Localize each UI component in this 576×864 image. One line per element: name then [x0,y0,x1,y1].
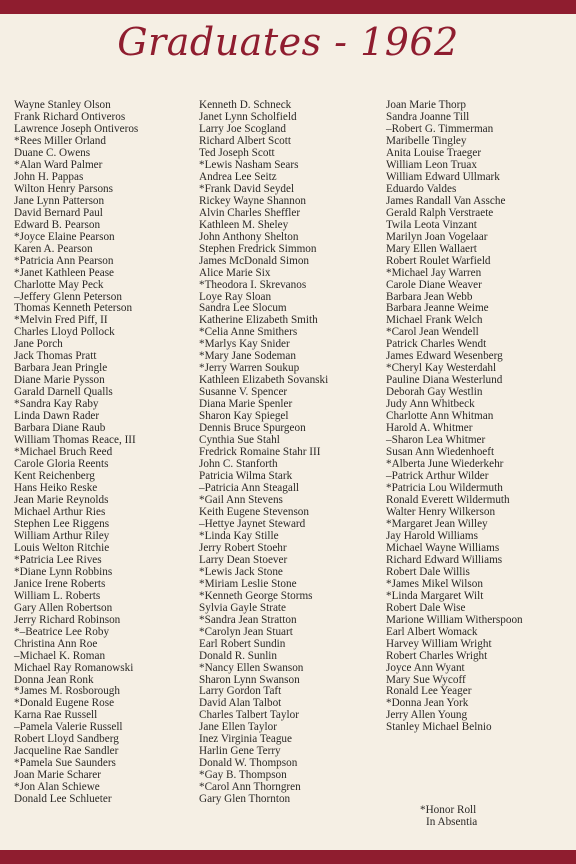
graduate-name: *Gay B. Thompson [199,769,287,782]
graduate-name: Pauline Diana Westerlund [386,374,503,387]
graduate-name: *Lewis Jack Stone [199,565,283,578]
graduate-name: Twila Leota Vinzant [386,218,477,231]
graduate-name: Kent Reichenberg [14,470,95,483]
graduate-name: David Alan Talbot [199,697,282,710]
graduate-name: Richard Edward Williams [386,553,503,566]
graduate-name: Robert Dale Willis [386,565,470,578]
graduate-name: *Linda Margaret Wilt [386,589,484,602]
graduate-name: Patrick Charles Wendt [386,338,487,351]
graduate-name: Charles Talbert Taylor [199,709,299,722]
graduate-name: *Pamela Sue Saunders [14,757,116,770]
graduate-name: Donald Lee Schlueter [14,793,112,806]
graduate-name: Mary Sue Wycoff [386,673,466,686]
graduate-name: *James M. Rosborough [14,685,120,698]
graduate-name: Carole Diane Weaver [386,278,482,291]
graduate-name: Carole Gloria Reents [14,458,109,471]
graduate-name: Charlotte May Peck [14,278,104,291]
graduate-name: Joan Marie Scharer [14,769,101,782]
graduate-name: *Donald Eugene Rose [14,697,115,710]
page-title: Graduates - 1962 [117,20,459,64]
graduate-name: Sylvia Gayle Strate [199,601,286,614]
graduate-name: Michael Wayne Williams [386,541,500,554]
graduate-name: *Nancy Ellen Swanson [199,661,304,674]
graduate-name: Inez Virginia Teague [199,733,292,746]
graduate-name: *Kenneth George Storms [199,589,313,602]
graduate-name: Jean Marie Reynolds [14,493,109,506]
graduate-name: *Marlys Kay Snider [199,338,290,351]
top-border [0,0,576,14]
graduate-name: Dennis Bruce Spurgeon [199,422,306,435]
graduate-name: *Michael Bruch Reed [14,446,113,459]
graduate-name: *Margaret Jean Willey [386,517,488,530]
graduate-name: Katherine Elizabeth Smith [199,314,318,327]
graduate-name: –Hettye Jaynet Steward [199,517,306,530]
graduate-name: Barbara Jeanne Weime [386,302,489,315]
graduate-name: Alvin Charles Sheffler [199,206,301,219]
graduate-name: Kathleen Elizabeth Sovanski [199,374,329,387]
graduate-name: Christina Ann Roe [14,637,98,650]
graduate-name: Jay Harold Williams [386,529,478,542]
graduate-name: Jane Ellen Taylor [199,721,277,734]
graduate-name: *Patricia Ann Pearson [14,254,114,267]
graduate-name: William L. Roberts [14,589,101,602]
graduate-name: Joan Marie Thorp [386,99,466,111]
graduate-name: *Carolyn Jean Stuart [199,625,293,638]
graduate-name: Jane Lynn Patterson [14,194,105,207]
graduate-name: Ronald Everett Wildermuth [386,493,510,506]
graduate-name: Donald W. Thompson [199,757,298,770]
bottom-border [0,850,576,864]
graduate-name: Lawrence Joseph Ontiveros [14,122,139,135]
graduate-name: Donald R. Sunlin [199,649,278,662]
graduate-name: *Alberta June Wiederkehr [386,458,504,471]
graduate-name: Kenneth D. Schneck [199,99,292,111]
graduate-name: James McDonald Simon [199,254,310,267]
graduate-name: Robert Charles Wright [386,649,488,662]
graduate-name: Karna Rae Russell [14,709,98,722]
graduate-name: Joyce Ann Wyant [386,661,465,674]
graduate-name: Earl Robert Sundin [199,637,286,650]
graduate-name: *Patricia Lee Rives [14,553,102,566]
graduate-name: Gary Glen Thornton [199,793,291,806]
graduate-name: *Linda Kay Stille [199,529,279,542]
graduate-name: Eduardo Valdes [386,182,457,195]
graduate-name: James Edward Wesenberg [386,350,503,363]
graduate-name: Janice Irene Roberts [14,577,106,590]
graduate-name: Janet Lynn Scholfield [199,110,297,123]
graduate-name: Linda Dawn Rader [14,410,100,423]
graduate-name: Stephen Fredrick Simmon [199,242,317,255]
graduate-name: Michael Arthur Ries [14,505,106,518]
graduate-name: Susanne V. Spencer [199,386,288,399]
graduate-name: Sandra Joanne Till [386,110,470,123]
graduate-name: Thomas Kenneth Peterson [14,302,133,315]
graduate-name: *Carol Ann Thorngren [199,781,301,794]
graduate-name: *Diane Lynn Robbins [14,565,113,578]
legend [420,804,477,828]
graduate-name: John H. Pappas [14,170,84,183]
graduate-name: Duane C. Owens [14,146,91,159]
graduate-name: Robert Roulet Warfield [386,254,491,267]
graduate-name: *Mary Jane Sodeman [199,350,296,363]
graduate-name: Frank Richard Ontiveros [14,110,126,123]
graduate-name: Harlin Gene Terry [199,745,281,758]
graduate-name: –Sharon Lea Whitmer [386,434,486,447]
graduate-name: James Randall Van Assche [386,194,506,207]
graduate-name: *Michael Jay Warren [386,266,482,279]
graduate-name: *Jon Alan Schiewe [14,781,100,794]
graduate-name: Wayne Stanley Olson [14,99,111,111]
graduate-name: Donna Jean Ronk [14,673,94,686]
graduate-name: *–Beatrice Lee Roby [14,625,110,638]
graduate-name: Michael Ray Romanowski [14,661,134,674]
graduate-name: *Miriam Leslie Stone [199,577,297,590]
graduate-name: Marione William Witherspoon [386,613,523,626]
graduate-name: Jack Thomas Pratt [14,350,97,363]
honor-roll-note: *Honor Roll [420,804,477,816]
graduate-name: Garald Darnell Qualls [14,386,113,399]
graduate-name: Sharon Lynn Swanson [199,673,300,686]
graduate-name: Cynthia Sue Stahl [199,434,280,447]
graduate-name: Jacqueline Rae Sandler [14,745,119,758]
graduate-name: Patricia Wilma Stark [199,470,293,483]
graduate-name: *Sandra Kay Raby [14,398,99,411]
graduate-name: Charles Lloyd Pollock [14,326,115,339]
graduate-name: *Alan Ward Palmer [14,158,103,171]
graduate-name: Barbara Jean Pringle [14,362,108,375]
graduate-name: Wilton Henry Parsons [14,182,113,195]
graduate-name: William Arthur Riley [14,529,110,542]
graduate-name: Jane Porch [14,338,63,351]
graduate-name: Gary Allen Robertson [14,601,113,614]
graduate-name: *Theodora I. Skrevanos [199,278,307,291]
graduate-name: –Robert G. Timmerman [386,122,494,135]
graduate-name: *Carol Jean Wendell [386,326,479,339]
graduate-name: *Frank David Seydel [199,182,295,195]
graduate-column-2 [199,100,328,806]
graduate-name: Stephen Lee Riggens [14,517,110,530]
graduate-name: Richard Albert Scott [199,134,291,147]
graduate-name: Sandra Lee Slocum [199,302,287,315]
graduate-name: Jerry Allen Young [386,709,468,722]
graduate-name: David Bernard Paul [14,206,103,219]
graduate-name: Larry Dean Stoever [199,553,288,566]
graduate-column-1 [14,100,138,806]
graduate-name: Barbara Jean Webb [386,290,473,303]
graduate-name: *Melvin Fred Piff, II [14,314,108,327]
graduate-name: Edward B. Pearson [14,218,101,231]
graduate-name: *Patricia Lou Wildermuth [386,482,503,494]
graduate-name: Larry Gordon Taft [199,685,282,698]
graduate-name: Rickey Wayne Shannon [199,194,307,207]
graduate-name: *James Mikel Wilson [386,577,483,590]
graduate-name: Ronald Lee Yeager [386,685,472,698]
graduate-name: *Gail Ann Stevens [199,493,283,506]
graduate-name: *Cheryl Kay Westerdahl [386,362,497,375]
graduate-name: Marilyn Joan Vogelaar [386,230,488,243]
graduate-name: Michael Frank Welch [386,314,483,327]
graduate-name: Sharon Kay Spiegel [199,410,289,423]
graduate-name: Anita Louise Traeger [386,146,482,159]
graduate-name: Gerald Ralph Verstraete [386,206,494,219]
graduate-name: –Michael K. Roman [14,649,106,662]
graduate-name: Louis Welton Ritchie [14,541,110,554]
graduate-name: Diana Marie Spenler [199,398,293,411]
graduate-name: Mary Ellen Wallaert [386,242,477,255]
graduate-name: William Thomas Reace, III [14,434,136,447]
graduate-name: –Patrick Arthur Wilder [386,470,489,483]
graduate-name: Loye Ray Sloan [199,290,272,303]
graduate-name: Karen A. Pearson [14,242,93,255]
graduate-name: *Donna Jean York [386,697,469,710]
graduate-name: *Lewis Nasham Sears [199,158,299,171]
graduate-column-3 [386,100,523,734]
graduate-name: Andrea Lee Seitz [199,170,277,183]
graduate-name: John Anthony Shelton [199,230,299,243]
graduate-name: William Edward Ullmark [386,170,500,183]
in-absentia-note: In Absentia [426,816,478,828]
graduate-name: Susan Ann Wiedenhoeft [386,446,495,459]
graduate-name: John C. Stanforth [199,458,278,471]
graduate-name: *Janet Kathleen Pease [14,266,115,279]
graduate-name: William Leon Truax [386,158,477,171]
graduate-name: –Patricia Ann Steagall [199,482,300,494]
graduate-name: Kathleen M. Sheley [199,218,289,231]
graduate-name: Keith Eugene Stevenson [199,505,309,518]
graduate-name: Harvey William Wright [386,637,492,650]
graduate-name: Robert Dale Wise [386,601,466,614]
graduate-name: Diane Marie Pysson [14,374,105,387]
graduate-name: Ted Joseph Scott [199,146,275,159]
graduate-name: Earl Albert Womack [386,625,478,638]
graduate-name: *Joyce Elaine Pearson [14,230,115,243]
graduate-name: Judy Ann Whitbeck [386,398,475,411]
graduate-name: Robert Lloyd Sandberg [14,733,119,746]
graduate-name: *Rees Miller Orland [14,134,106,147]
graduate-name: Harold A. Whitmer [386,422,473,435]
graduate-name: Jerry Richard Robinson [14,613,121,626]
graduate-name: Deborah Gay Westlin [386,386,483,399]
graduate-name: –Jeffery Glenn Peterson [14,290,122,303]
graduate-name: Maribelle Tingley [386,134,467,147]
graduate-name: Walter Henry Wilkerson [386,505,496,518]
graduate-name: Larry Joe Scogland [199,122,286,135]
graduate-name: *Jerry Warren Soukup [199,362,300,375]
graduate-name: *Sandra Jean Stratton [199,613,297,626]
graduate-name: Stanley Michael Belnio [386,721,492,734]
graduate-name: Hans Heiko Reske [14,482,98,494]
graduate-name: Alice Marie Six [199,266,271,279]
graduate-name: Fredrick Romaine Stahr III [199,446,321,459]
graduate-name: *Celia Anne Smithers [199,326,298,339]
graduate-name: Jerry Robert Stoehr [199,541,287,554]
graduate-name: –Pamela Valerie Russell [14,721,123,734]
graduate-name: Charlotte Ann Whitman [386,410,494,423]
graduate-name: Barbara Diane Raub [14,422,106,435]
